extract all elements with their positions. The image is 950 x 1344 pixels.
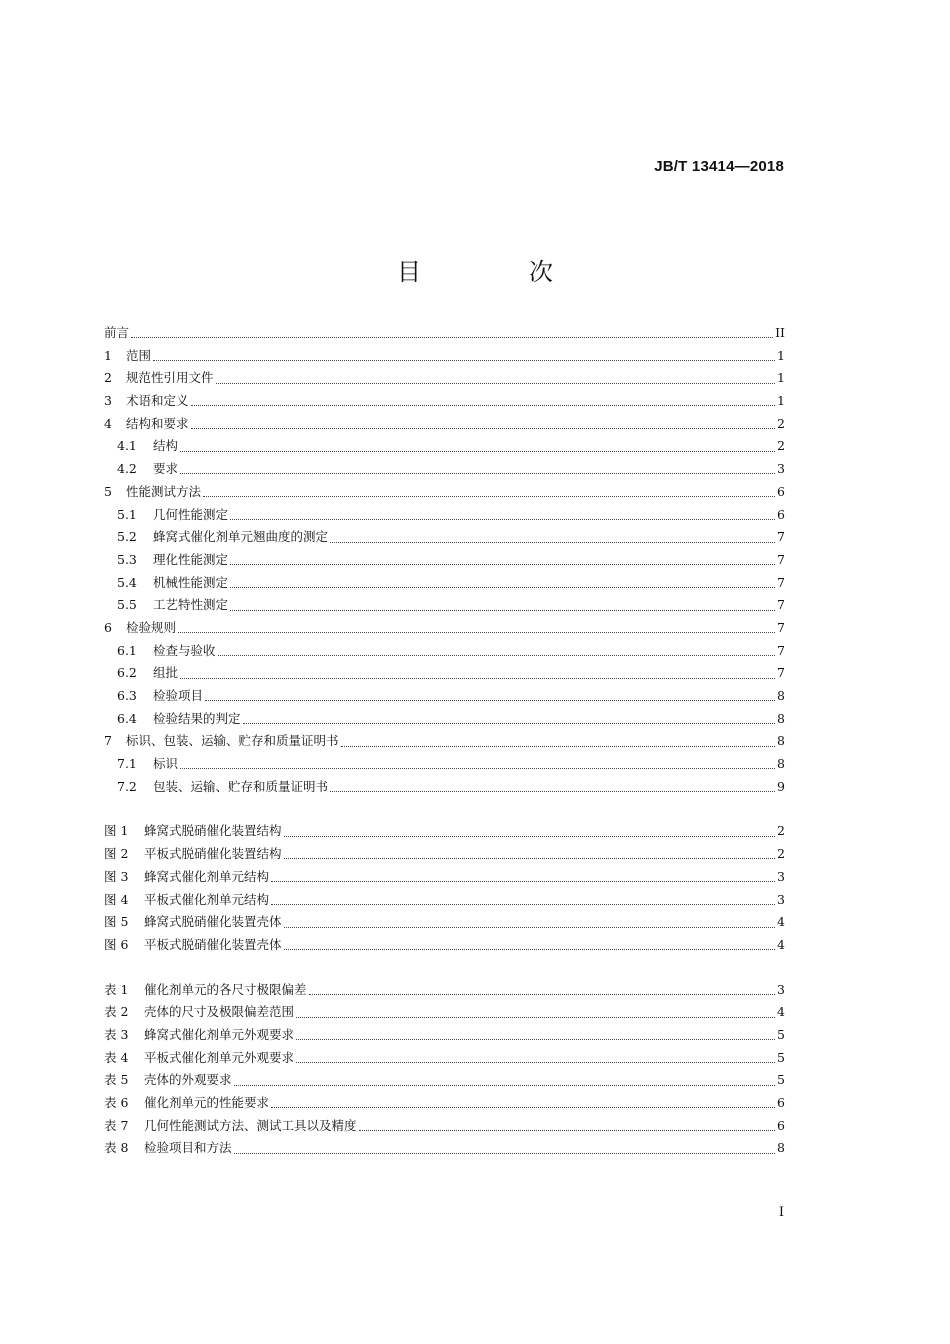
- entry-title: 平板式催化剂单元外观要求: [144, 1049, 295, 1065]
- entry-title: 理化性能测定: [153, 551, 229, 567]
- toc-entry[interactable]: [104, 435, 785, 458]
- entry-page: 8: [777, 688, 785, 703]
- leader-dots: [296, 1038, 775, 1040]
- entry-title: 蜂窝式催化剂单元翘曲度的测定: [153, 529, 329, 545]
- toc-entry[interactable]: [104, 708, 785, 731]
- toc-entry[interactable]: [104, 526, 785, 549]
- entry-page: 2: [777, 438, 785, 454]
- entry-number: 表 4: [104, 1049, 129, 1065]
- entry-page: 7: [777, 574, 785, 590]
- toc-entry[interactable]: [104, 367, 785, 390]
- leader-dots: [203, 495, 775, 497]
- entry-title: 检验项目和方法: [144, 1140, 232, 1156]
- entry-title: 平板式脱硝催化装置结构: [144, 846, 282, 862]
- entry-page: 2: [777, 846, 785, 862]
- toc-entry[interactable]: [104, 504, 785, 527]
- entry-number: 表 6: [104, 1095, 129, 1110]
- toc-entry[interactable]: [104, 617, 785, 640]
- entry-number: 5.2: [117, 529, 137, 545]
- leader-dots: [230, 518, 775, 520]
- entry-number: 5.1: [117, 506, 137, 522]
- table-entry[interactable]: [104, 1069, 785, 1092]
- entry-title: 壳体的尺寸及极限偏差范围: [144, 1004, 295, 1020]
- entry-page: 7: [777, 597, 785, 613]
- leader-dots: [330, 790, 775, 792]
- entry-page: II: [775, 325, 785, 340]
- entry-number: 图 4: [104, 891, 129, 907]
- entry-page: 5: [777, 1072, 785, 1088]
- entry-title: 检验项目: [153, 688, 204, 703]
- leader-dots: [284, 835, 775, 837]
- entry-page: 7: [777, 551, 785, 567]
- entry-title: 蜂窝式脱硝催化装置壳体: [144, 914, 282, 930]
- entry-title: 机械性能测定: [153, 574, 229, 590]
- leader-dots: [243, 722, 775, 724]
- entry-title: 结构和要求: [126, 415, 189, 431]
- toc-entry[interactable]: [104, 458, 785, 481]
- toc-entry[interactable]: [104, 662, 785, 685]
- entry-title: 几何性能测试方法、测试工具以及精度: [144, 1117, 357, 1133]
- toc-tables: [104, 979, 785, 1161]
- standard-code: JB/T 13414—2018: [654, 158, 784, 175]
- leader-dots: [309, 993, 775, 995]
- leader-dots: [180, 450, 775, 452]
- entry-number: 图 1: [104, 823, 129, 839]
- entry-page: 3: [777, 981, 785, 997]
- table-entry[interactable]: [104, 1137, 785, 1160]
- leader-dots: [230, 586, 775, 588]
- table-entry[interactable]: [104, 979, 785, 1002]
- entry-number: 7: [104, 733, 112, 749]
- leader-dots: [218, 654, 775, 656]
- toc-entry[interactable]: [104, 640, 785, 663]
- toc-entry[interactable]: [104, 572, 785, 595]
- entry-page: 4: [777, 1004, 785, 1020]
- toc-entry[interactable]: [104, 322, 785, 345]
- page-title: 目 次: [397, 258, 595, 286]
- toc-sections: [104, 322, 785, 798]
- entry-title: 规范性引用文件: [126, 370, 214, 386]
- entry-page: 1: [777, 347, 785, 363]
- entry-title: 催化剂单元的性能要求: [144, 1095, 270, 1110]
- leader-dots: [191, 427, 775, 429]
- entry-title: 组批: [153, 665, 179, 681]
- entry-number: 2: [104, 370, 112, 386]
- toc-entry[interactable]: [104, 753, 785, 776]
- leader-dots: [271, 903, 775, 905]
- table-entry[interactable]: [104, 1047, 785, 1070]
- entry-title: 性能测试方法: [126, 483, 202, 499]
- entry-title: 蜂窝式催化剂单元结构: [144, 868, 270, 884]
- leader-dots: [271, 1106, 775, 1108]
- leader-dots: [284, 926, 775, 928]
- entry-page: 8: [777, 1140, 785, 1156]
- entry-page: 3: [777, 868, 785, 884]
- entry-number: 表 8: [104, 1140, 129, 1156]
- entry-number: 5.4: [117, 574, 137, 590]
- entry-page: 2: [777, 823, 785, 839]
- entry-page: 8: [777, 710, 785, 726]
- entry-title: 几何性能测定: [153, 506, 229, 522]
- entry-title: 检验结果的判定: [153, 710, 241, 726]
- table-entry[interactable]: [104, 1092, 785, 1115]
- section-gap: [104, 957, 785, 979]
- leader-dots: [180, 677, 775, 679]
- entry-page: 1: [777, 393, 785, 409]
- entry-page: 7: [777, 529, 785, 545]
- toc-entry[interactable]: [104, 481, 785, 504]
- leader-dots: [153, 359, 775, 361]
- entry-page: 7: [777, 619, 785, 635]
- entry-page: 6: [777, 483, 785, 499]
- toc-figures: [104, 820, 785, 956]
- toc-entry[interactable]: [104, 730, 785, 753]
- toc-entry[interactable]: [104, 776, 785, 799]
- toc-entry[interactable]: [104, 549, 785, 572]
- page-number: I: [778, 1205, 784, 1220]
- entry-page: 5: [777, 1049, 785, 1065]
- entry-number: 6.3: [117, 688, 137, 703]
- entry-number: 图 3: [104, 868, 129, 884]
- leader-dots: [284, 857, 775, 859]
- leader-dots: [296, 1016, 775, 1018]
- entry-page: 7: [777, 642, 785, 658]
- entry-page: 9: [777, 778, 785, 794]
- entry-number: 5.5: [117, 597, 137, 613]
- entry-number: 6.1: [117, 642, 137, 658]
- entry-number: 表 2: [104, 1004, 129, 1020]
- entry-number: 表 5: [104, 1072, 129, 1088]
- entry-number: 4.2: [117, 461, 137, 477]
- entry-number: 1: [104, 347, 112, 363]
- entry-title: 壳体的外观要求: [144, 1072, 232, 1088]
- leader-dots: [234, 1084, 775, 1086]
- entry-number: 7.2: [117, 778, 137, 794]
- entry-title: 标识: [153, 756, 179, 772]
- entry-page: 4: [777, 914, 785, 930]
- entry-number: 6: [104, 619, 112, 635]
- entry-number: 7.1: [117, 756, 137, 772]
- toc-entry[interactable]: [104, 413, 785, 436]
- entry-page: 6: [777, 506, 785, 522]
- leader-dots: [271, 880, 775, 882]
- section-gap: [104, 798, 785, 820]
- leader-dots: [131, 336, 773, 338]
- entry-title: 蜂窝式脱硝催化装置结构: [144, 823, 282, 839]
- entry-page: 4: [777, 936, 785, 952]
- entry-title: 检验规则: [126, 619, 177, 635]
- entry-page: 6: [777, 1117, 785, 1133]
- toc-entry[interactable]: [104, 345, 785, 368]
- entry-number: 4.1: [117, 438, 137, 454]
- leader-dots: [230, 563, 775, 565]
- entry-title: 平板式脱硝催化装置壳体: [144, 936, 282, 952]
- entry-number: 图 2: [104, 846, 129, 862]
- leader-dots: [284, 948, 775, 950]
- entry-page: 8: [777, 733, 785, 749]
- entry-page: 3: [777, 461, 785, 477]
- entry-number: 图 5: [104, 914, 129, 930]
- entry-page: 5: [777, 1026, 785, 1042]
- entry-page: 7: [777, 665, 785, 681]
- entry-title: 平板式催化剂单元结构: [144, 891, 270, 907]
- figure-entry[interactable]: [104, 911, 785, 934]
- toc-entry[interactable]: [104, 685, 785, 708]
- entry-page: 6: [777, 1095, 785, 1110]
- entry-number: 6.2: [117, 665, 137, 681]
- figure-entry[interactable]: [104, 889, 785, 912]
- leader-dots: [341, 745, 775, 747]
- entry-number: 3: [104, 393, 112, 409]
- entry-page: 3: [777, 891, 785, 907]
- entry-title: 范围: [126, 347, 152, 363]
- entry-number: 6.4: [117, 710, 137, 726]
- figure-entry[interactable]: [104, 866, 785, 889]
- leader-dots: [234, 1152, 775, 1154]
- entry-title: 工艺特性测定: [153, 597, 229, 613]
- entry-number: 5.3: [117, 551, 137, 567]
- entry-page: 1: [777, 370, 785, 386]
- table-entry[interactable]: [104, 1001, 785, 1024]
- entry-number: 表 7: [104, 1117, 129, 1133]
- leader-dots: [178, 631, 775, 633]
- entry-page: 8: [777, 756, 785, 772]
- leader-dots: [205, 699, 775, 701]
- toc-entry[interactable]: [104, 594, 785, 617]
- entry-number: 表 3: [104, 1026, 129, 1042]
- leader-dots: [230, 609, 775, 611]
- leader-dots: [296, 1061, 775, 1063]
- entry-title: 催化剂单元的各尺寸极限偏差: [144, 981, 307, 997]
- entry-title: 蜂窝式催化剂单元外观要求: [144, 1026, 295, 1042]
- leader-dots: [191, 404, 775, 406]
- entry-number: 5: [104, 483, 112, 499]
- entry-title: 前言: [104, 325, 130, 340]
- figure-entry[interactable]: [104, 820, 785, 843]
- figure-entry[interactable]: [104, 934, 785, 957]
- table-entry[interactable]: [104, 1115, 785, 1138]
- leader-dots: [216, 382, 775, 384]
- entry-title: 检查与验收: [153, 642, 216, 658]
- entry-number: 表 1: [104, 981, 129, 997]
- entry-title: 标识、包装、运输、贮存和质量证明书: [126, 733, 339, 749]
- figure-entry[interactable]: [104, 843, 785, 866]
- entry-number: 图 6: [104, 936, 129, 952]
- entry-title: 术语和定义: [126, 393, 189, 409]
- entry-number: 4: [104, 415, 112, 431]
- entry-title: 结构: [153, 438, 179, 454]
- leader-dots: [359, 1129, 775, 1131]
- leader-dots: [180, 767, 775, 769]
- table-of-contents: [104, 322, 785, 1160]
- leader-dots: [330, 541, 775, 543]
- entry-title: 要求: [153, 461, 179, 477]
- table-entry[interactable]: [104, 1024, 785, 1047]
- leader-dots: [180, 472, 775, 474]
- entry-page: 2: [777, 415, 785, 431]
- entry-title: 包装、运输、贮存和质量证明书: [153, 778, 329, 794]
- toc-entry[interactable]: [104, 390, 785, 413]
